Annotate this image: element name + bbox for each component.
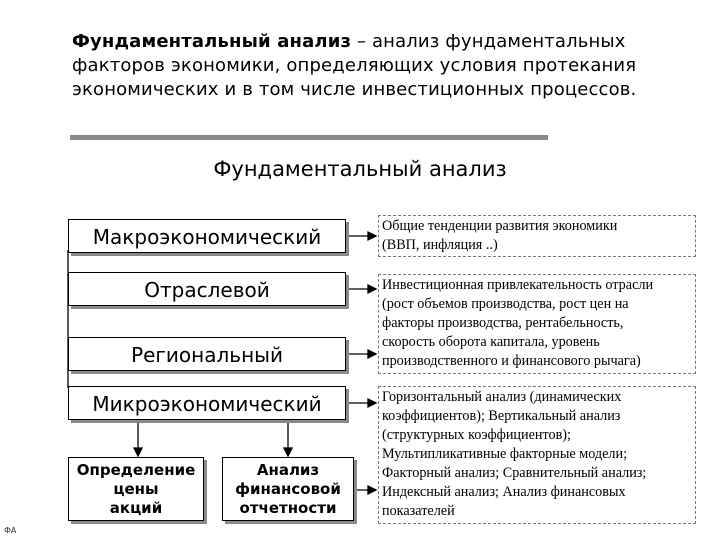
footer-mark: ФА: [4, 526, 17, 535]
sub-price-line-1: Определение: [76, 460, 196, 479]
note-sector-line-4: скорость оборота капитала, уровень: [382, 334, 600, 350]
note-micro: [378, 386, 696, 524]
arrow-macro-head: [368, 232, 376, 240]
note-micro-line-7: показателей: [382, 503, 455, 519]
arrow-sub-head: [368, 486, 376, 494]
diagram-title: Фундаментальный анализ: [213, 157, 507, 181]
note-sector-line-5: производственного и финансового рычага): [382, 353, 641, 369]
definition-term: Фундаментальный анализ: [72, 31, 352, 52]
note-micro-line-5: Факторный анализ; Сравнительный анализ;: [382, 465, 647, 481]
sub-box-share-price: [68, 457, 204, 521]
note-micro-line-2: коэффициентов); Вертикальный анализ: [382, 408, 621, 424]
sub-financial-line-1: Анализ: [256, 460, 320, 479]
level-micro: Микроэкономический: [68, 386, 346, 420]
arrow-sector-head: [368, 285, 376, 293]
note-sector-line-3: факторы производства, рентабельность,: [382, 315, 624, 331]
arrow-regional-head: [368, 350, 376, 358]
note-micro-line-6: Индексный анализ; Анализ финансовых: [382, 484, 626, 500]
note-micro-line-3: (структурных коэффициентов);: [382, 427, 571, 443]
sub-financial-line-2: финансовой: [235, 479, 341, 498]
level-macro: Макроэкономический: [68, 219, 346, 253]
note-micro-line-1: Горизонтальный анализ (динамических: [382, 389, 622, 405]
note-micro-line-4: Мультипликативные факторные модели;: [382, 446, 628, 462]
note-macro-line-1: Общие тенденции развития экономики: [382, 218, 618, 234]
note-sector: [378, 274, 696, 374]
definition-text: – анализ фундаментальных факторов экономики, определяющих условия протекания экономических и в том числе инвестиционных процессов.: [72, 31, 637, 100]
arrow-micro-head: [368, 399, 376, 407]
arrow-price-head: [134, 448, 142, 456]
note-macro-line-2: (ВВП, инфляция ..): [382, 237, 498, 253]
sub-financial-line-3: отчетности: [239, 498, 337, 517]
note-sector-line-1: Инвестиционная привлекательность отрасли: [382, 277, 654, 293]
sub-box-financial-statements: [222, 457, 354, 521]
level-regional: Региональный: [68, 337, 346, 371]
note-sector-line-2: (рост объемов производства, рост цен на: [382, 296, 629, 312]
level-sector: Отраслевой: [68, 272, 346, 306]
sub-price-line-2: цены: [113, 479, 159, 498]
sub-price-line-3: акций: [109, 498, 163, 517]
note-macro: [378, 215, 696, 257]
arrow-financial-head: [284, 448, 292, 456]
